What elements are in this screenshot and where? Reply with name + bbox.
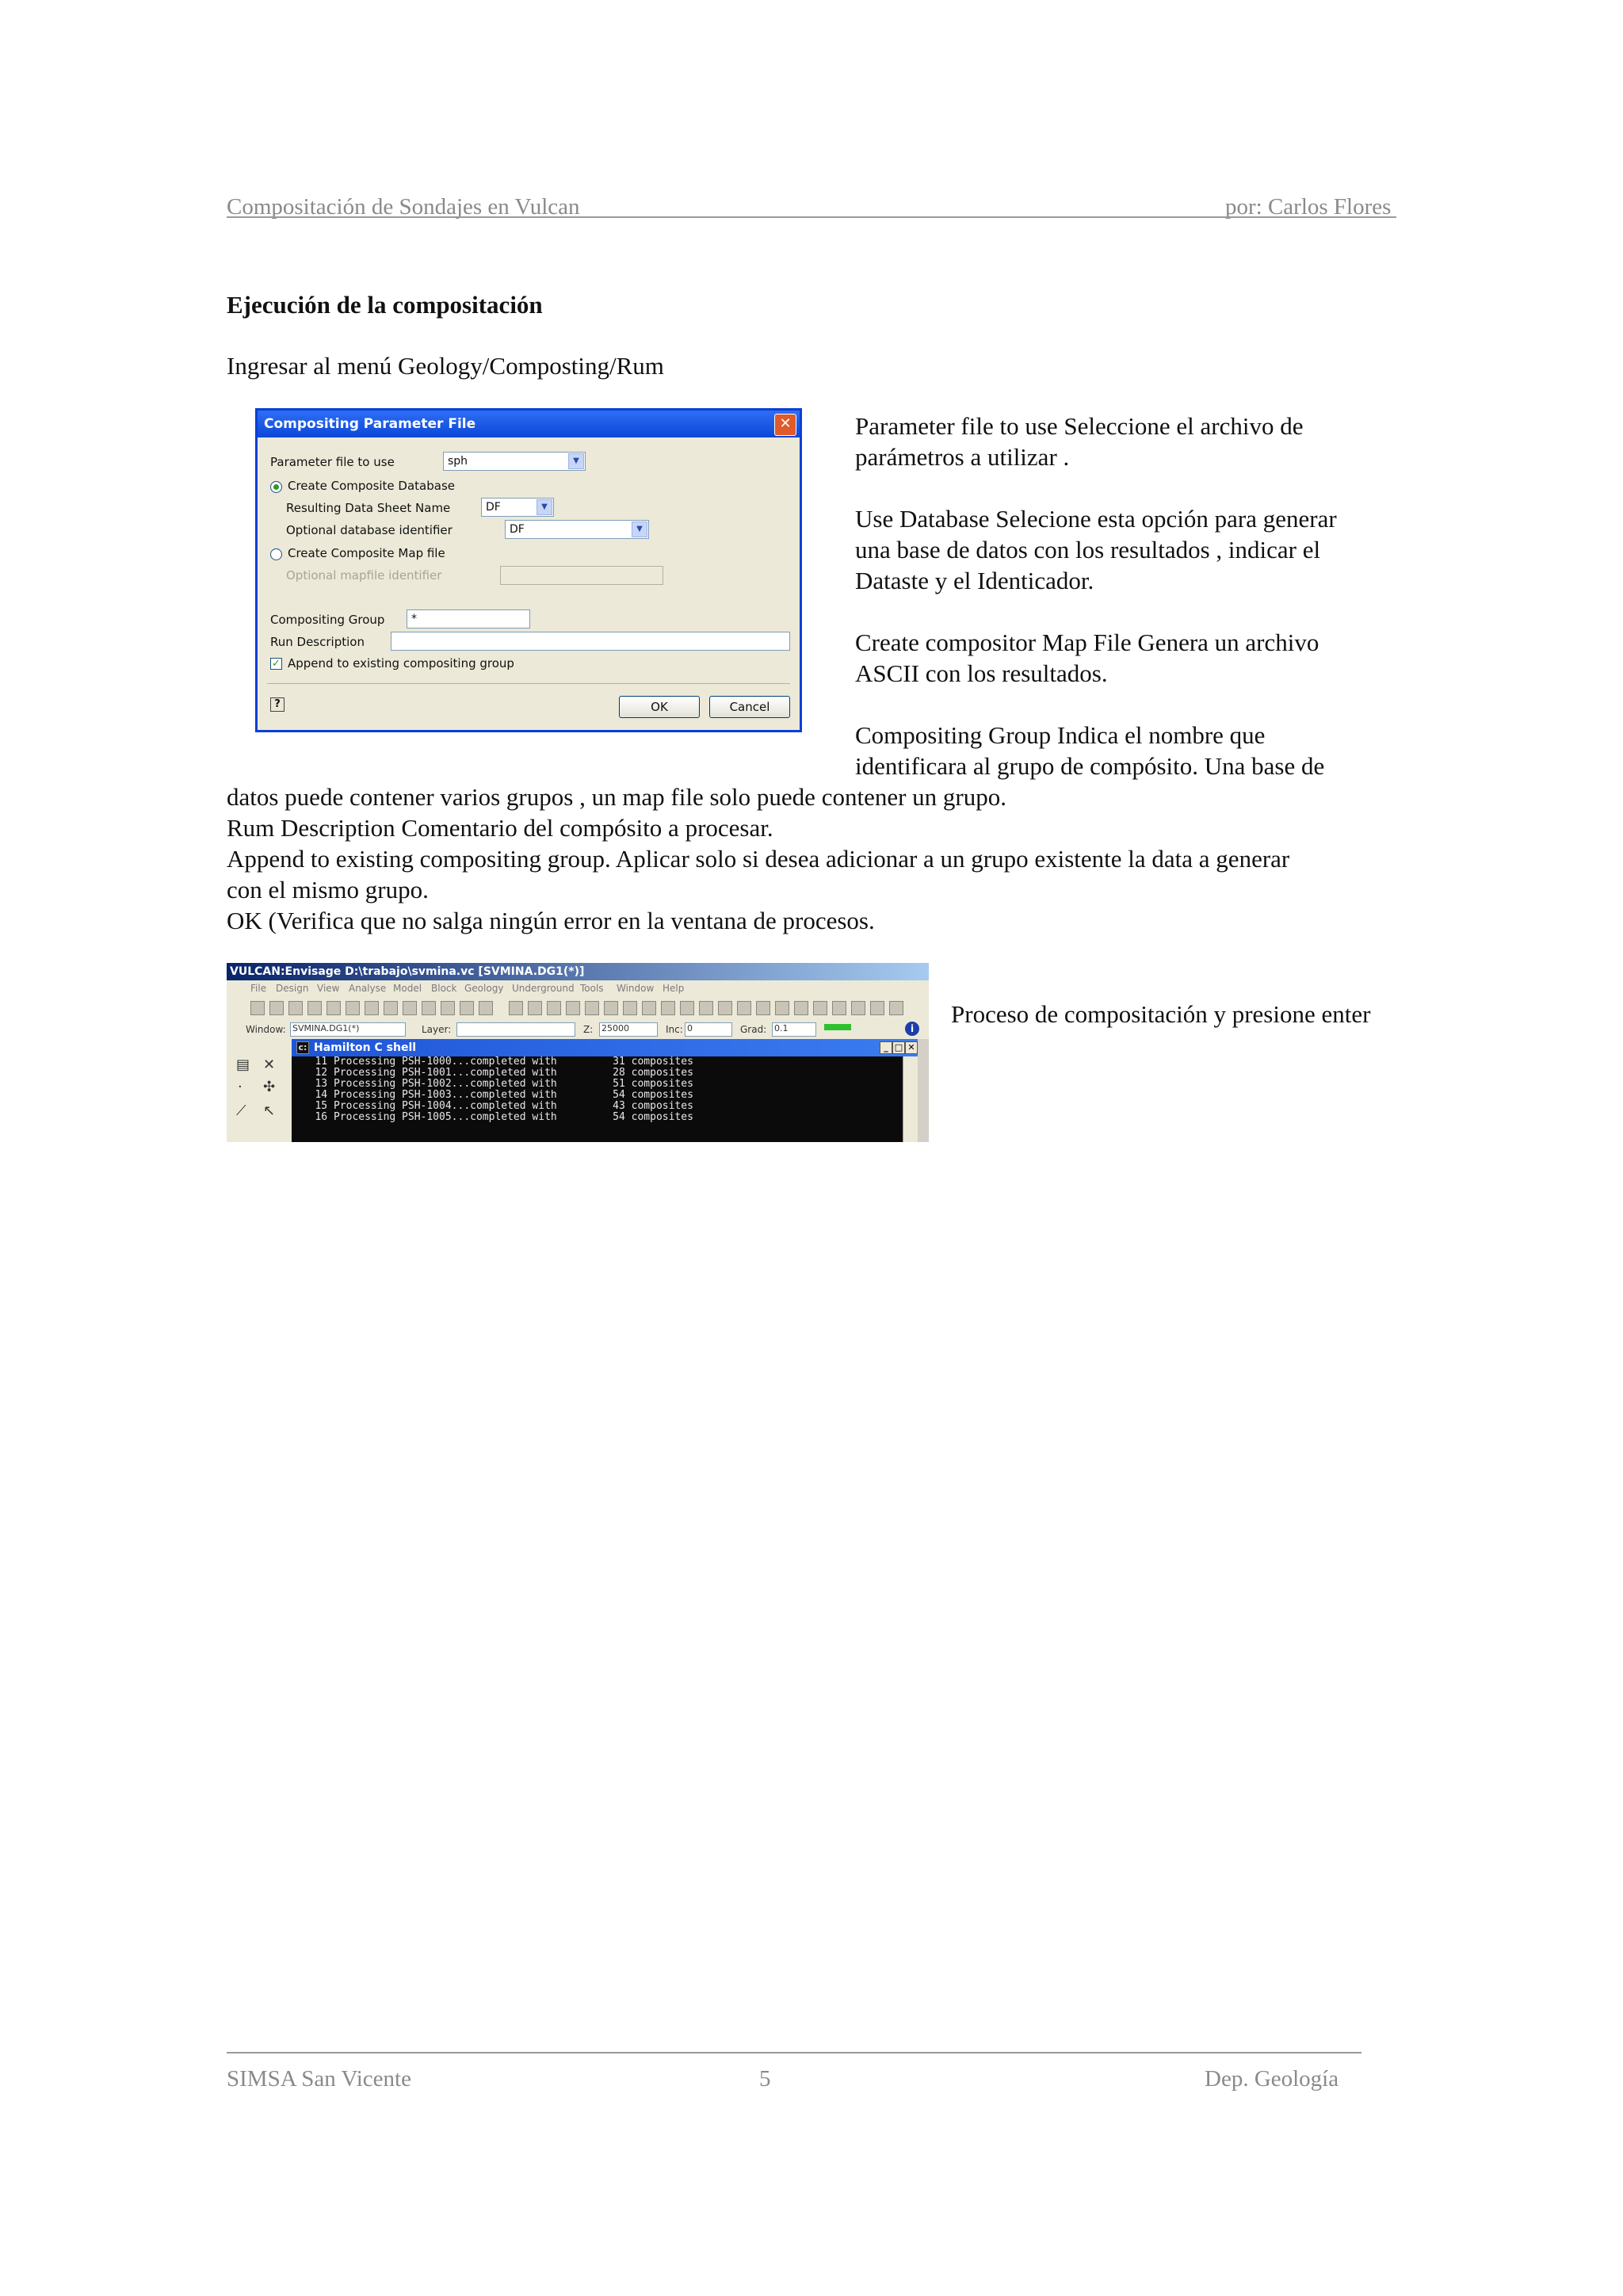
shell-scrollbar[interactable] <box>903 1056 918 1142</box>
param-file-label: Parameter file to use <box>270 455 395 469</box>
vulcan-menubar <box>227 980 929 996</box>
menu-design[interactable]: Design <box>276 983 309 994</box>
shell-line: 11 Processing PSH-1000...completed with 31 composites <box>296 1056 693 1068</box>
layers-icon[interactable]: ▤ <box>236 1056 250 1073</box>
shell-line: 13 Processing PSH-1002...completed with 51 composites <box>296 1078 693 1090</box>
sheet-name-label: Resulting Data Sheet Name <box>286 501 451 515</box>
cancel-button[interactable]: Cancel <box>709 696 790 718</box>
info-icon[interactable]: i <box>905 1022 919 1036</box>
append-checkbox[interactable]: ✓ <box>270 658 282 670</box>
new-icon[interactable] <box>250 1001 265 1015</box>
ok-button[interactable]: OK <box>619 696 700 718</box>
shell-titlebar <box>292 1039 918 1056</box>
tool-icon[interactable] <box>832 1001 846 1015</box>
tool-icon[interactable] <box>460 1001 474 1015</box>
shell-line: 16 Processing PSH-1005...completed with 54 composites <box>296 1111 693 1123</box>
pointer-icon[interactable]: ↖ <box>263 1102 276 1119</box>
undo-icon[interactable] <box>365 1001 379 1015</box>
console-icon: c: <box>296 1041 309 1054</box>
tool-icon[interactable] <box>699 1001 713 1015</box>
grad-input[interactable]: 0.1 <box>772 1022 816 1037</box>
menu-help[interactable]: Help <box>663 983 685 994</box>
db-id-select[interactable] <box>505 520 649 539</box>
tool-icon[interactable] <box>680 1001 694 1015</box>
tool-icon[interactable] <box>327 1001 341 1015</box>
shell-line: 15 Processing PSH-1004...completed with 43 composites <box>296 1100 693 1112</box>
vulcan-titlebar <box>227 963 929 980</box>
status-indicator <box>824 1024 851 1030</box>
param-file-select[interactable] <box>443 452 586 471</box>
tool-icon[interactable] <box>661 1001 675 1015</box>
menu-block[interactable]: Block <box>431 983 457 994</box>
tool-icon[interactable] <box>813 1001 827 1015</box>
help-icon[interactable] <box>479 1001 493 1015</box>
menu-analyse[interactable]: Analyse <box>349 983 387 994</box>
vulcan-side-toolbar <box>227 1039 292 1142</box>
tool-icon[interactable] <box>307 1001 322 1015</box>
header-right: por: Carlos Flores <box>1225 194 1392 220</box>
redo-icon[interactable] <box>384 1001 398 1015</box>
db-id-label: Optional database identifier <box>286 523 453 537</box>
para-map-file: Create compositor Map File Genera un archivo ASCII con los resultados. <box>855 628 1319 687</box>
chevron-down-icon[interactable]: ▼ <box>537 499 552 515</box>
dialog-title: Compositing Parameter File <box>264 416 476 432</box>
header-rule <box>227 216 1396 218</box>
delete-icon[interactable]: ✕ <box>263 1056 276 1073</box>
point-icon[interactable]: · <box>238 1079 242 1095</box>
print-icon[interactable] <box>422 1001 436 1015</box>
footer-right: Dep. Geología <box>1205 2066 1339 2092</box>
tool-icon[interactable] <box>718 1001 732 1015</box>
append-label: Append to existing compositing group <box>288 656 514 670</box>
vulcan-toolbar <box>227 996 929 1021</box>
map-id-field <box>500 566 663 585</box>
dialog-titlebar <box>258 411 800 437</box>
footer-left: SIMSA San Vicente <box>227 2066 411 2092</box>
continuation-text: datos puede contener varios grupos , un map file solo puede contener un grupo. Rum Description Comentario del compósito a procesar. Append to existing compositing group. Aplicar solo si desea adicionar a un grupo existente la data a generar con el mismo grupo. OK (Verifica que no salga ningún error en la ventana de procesos. <box>227 783 1290 934</box>
z-input[interactable]: 25000 <box>599 1022 658 1037</box>
window-label: Window: <box>246 1024 286 1035</box>
window-select[interactable]: SVMINA.DG1(*) <box>290 1022 406 1037</box>
vulcan-toolbar-2 <box>227 1020 929 1039</box>
tool-icon[interactable] <box>604 1001 618 1015</box>
run-desc-input[interactable] <box>391 632 790 651</box>
tool-icon[interactable] <box>566 1001 580 1015</box>
sheet-name-select[interactable] <box>481 498 554 517</box>
tool-icon[interactable] <box>585 1001 599 1015</box>
tool-icon[interactable] <box>870 1001 884 1015</box>
line-icon[interactable]: ⟋ <box>236 1102 246 1119</box>
create-db-label: Create Composite Database <box>288 479 456 493</box>
tool-icon[interactable] <box>642 1001 656 1015</box>
shell-line: 12 Processing PSH-1001...completed with 28 composites <box>296 1067 693 1079</box>
shell-line: 14 Processing PSH-1003...completed with 54 composites <box>296 1089 693 1101</box>
compositing-dialog <box>255 408 802 732</box>
tool-icon[interactable] <box>509 1001 523 1015</box>
para-use-db: Use Database Selecione esta opción para generar una base de datos con los resultados , indicar el Dataste y el Identicador. <box>855 505 1337 594</box>
layer-label: Layer: <box>422 1024 452 1035</box>
header-left: Compositación de Sondajes en Vulcan <box>227 194 580 220</box>
menu-model[interactable]: Model <box>393 983 422 994</box>
menu-window[interactable]: Window <box>617 983 655 994</box>
process-caption: Proceso de compositación y presione enter <box>951 1000 1371 1028</box>
shell-output <box>296 1056 899 1142</box>
tool-icon[interactable] <box>775 1001 789 1015</box>
menu-underground[interactable]: Underground <box>512 983 575 994</box>
map-id-label: Optional mapfile identifier <box>286 568 442 583</box>
tool-icon[interactable] <box>346 1001 360 1015</box>
inc-input[interactable]: 0 <box>685 1022 732 1037</box>
run-desc-label: Run Description <box>270 635 365 649</box>
vulcan-title: VULCAN:Envisage D:\trabajo\svmina.vc [SVMINA.DG1(*)] <box>230 965 585 978</box>
z-label: Z: <box>583 1024 594 1035</box>
hamilton-shell-window <box>292 1039 918 1142</box>
tool-icon[interactable] <box>288 1001 303 1015</box>
tool-icon[interactable] <box>851 1001 865 1015</box>
menu-geology[interactable]: Geology <box>464 983 504 994</box>
sheet-name-value: DF <box>486 501 501 514</box>
tool-icon[interactable] <box>623 1001 637 1015</box>
param-file-value: sph <box>448 455 468 468</box>
create-db-radio[interactable] <box>270 481 282 493</box>
tool-icon[interactable] <box>889 1001 903 1015</box>
close-icon[interactable]: ✕ <box>905 1041 918 1054</box>
section-title: Ejecución de la compositación <box>227 291 543 319</box>
inc-label: Inc: <box>666 1024 683 1035</box>
menu-view[interactable]: View <box>317 983 340 994</box>
create-map-radio[interactable] <box>270 548 282 560</box>
footer-rule <box>227 2052 1361 2053</box>
db-id-value: DF <box>510 523 525 536</box>
para-group: Compositing Group Indica el nombre que identificara al grupo de compósito. Una base de <box>855 721 1325 780</box>
minimize-icon[interactable]: _ <box>880 1041 892 1054</box>
shell-title: Hamilton C shell <box>314 1041 417 1054</box>
group-label: Compositing Group <box>270 613 385 627</box>
maximize-icon[interactable]: □ <box>892 1041 905 1054</box>
tool-icon[interactable] <box>756 1001 770 1015</box>
move-icon[interactable]: ✣ <box>263 1079 276 1095</box>
tool-icon[interactable] <box>547 1001 561 1015</box>
intro-text: Ingresar al menú Geology/Composting/Rum <box>227 352 664 380</box>
tool-icon[interactable] <box>794 1001 808 1015</box>
vulcan-window <box>227 963 929 1142</box>
help-icon[interactable]: ? <box>270 697 285 712</box>
dialog-divider <box>267 683 790 684</box>
para-param-file: Parameter file to use Seleccione el archivo de parámetros a utilizar . <box>855 412 1304 471</box>
open-icon[interactable] <box>269 1001 284 1015</box>
tool-icon[interactable] <box>441 1001 455 1015</box>
chevron-down-icon[interactable]: ▼ <box>632 521 647 537</box>
page-number: 5 <box>759 2066 771 2092</box>
group-input[interactable]: * <box>407 609 530 628</box>
grad-label: Grad: <box>740 1024 767 1035</box>
save-icon[interactable] <box>403 1001 417 1015</box>
tool-icon[interactable] <box>528 1001 542 1015</box>
create-map-label: Create Composite Map file <box>288 546 445 560</box>
layer-select[interactable] <box>456 1022 575 1037</box>
tool-icon[interactable] <box>737 1001 751 1015</box>
menu-file[interactable]: File <box>250 983 267 994</box>
chevron-down-icon[interactable]: ▼ <box>568 453 584 469</box>
close-icon[interactable]: ✕ <box>774 414 796 436</box>
menu-tools[interactable]: Tools <box>580 983 604 994</box>
